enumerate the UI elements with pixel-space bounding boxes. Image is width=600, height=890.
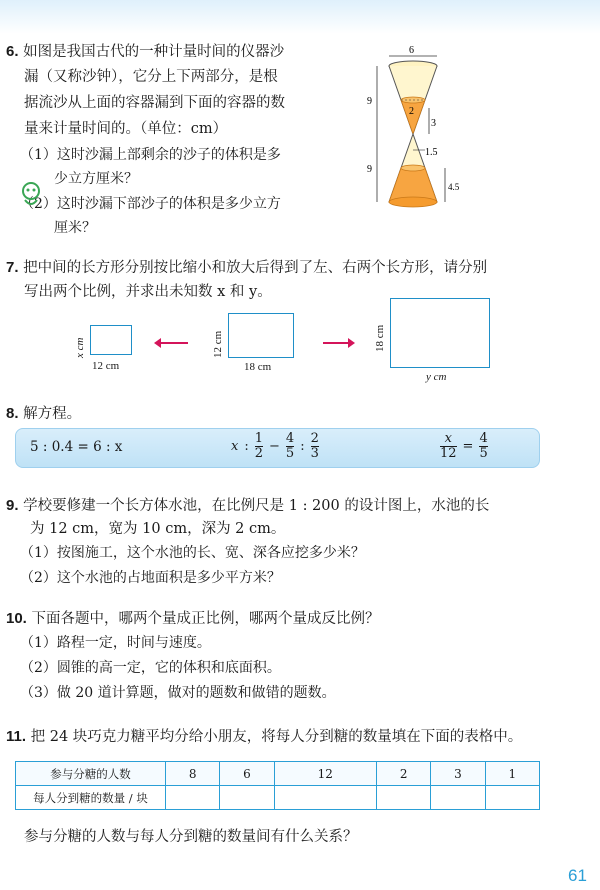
page-number: 61 — [568, 866, 587, 885]
q6-sub2-b: 厘米？ — [54, 220, 96, 236]
table-row-header: 每人分到糖的数量 / 块 — [16, 786, 166, 810]
table-cell-empty[interactable] — [274, 786, 376, 810]
eq2-minus: − — [269, 438, 280, 454]
q7-text-2: 写出两个比例，并求出未知数 x 和 y。 — [24, 284, 272, 300]
table-row-header: 参与分糖的人数 — [16, 762, 166, 786]
equation-3 — [440, 432, 488, 460]
rect-middle-width: 18 cm — [244, 361, 272, 373]
rect-right — [390, 298, 490, 368]
table-cell: 6 — [220, 762, 274, 786]
top-band — [0, 0, 600, 34]
q6-text-2: 漏（又称沙钟），它分上下两部分，是根 — [24, 69, 278, 85]
hourglass-label-lower-r: 1.5 — [425, 147, 438, 158]
arrow-left-icon — [160, 342, 188, 344]
rect-left-height: x cm — [74, 337, 86, 358]
q6-text-4: 量来计量时间的。（单位：cm） — [24, 121, 228, 137]
table-cell-empty[interactable] — [485, 786, 539, 810]
table-row — [16, 762, 540, 786]
q10-sub1: （1）路程一定，时间与速度。 — [20, 635, 211, 651]
table-cell-empty[interactable] — [376, 786, 430, 810]
eq2-frac-1: $\frac{1}{2}$ — [254, 431, 264, 461]
q6-sub1-b: 少立方厘米？ — [54, 171, 138, 187]
q11-number: 11. — [6, 728, 27, 745]
hourglass-label-top: 6 — [409, 45, 414, 56]
eq2-frac-2: $\frac{4}{5}$ — [285, 431, 295, 461]
q7-line-1 — [6, 256, 487, 280]
q11-line — [6, 725, 522, 749]
q9-text-1: 学校要修建一个长方体水池，在比例尺是 1 : 200 的设计图上，水池的长 — [23, 498, 490, 514]
q8-number: 8. — [6, 405, 19, 422]
equation-2 — [231, 432, 319, 460]
q10-number: 10. — [6, 610, 27, 627]
q6-text-3: 据流沙从上面的容器漏到下面的容器的数 — [24, 95, 285, 111]
q9-line-1 — [6, 494, 489, 518]
eq2-colon: : — [244, 438, 249, 454]
equation-1: 5 : 0.4 = 6 : x — [30, 439, 123, 455]
q6-line-1 — [6, 40, 284, 64]
q6-sub2-a: （2）这时沙漏下部沙子的体积是多少立方 — [20, 196, 281, 212]
q9-number: 9. — [6, 497, 19, 514]
hourglass-label-lower-h: 9 — [367, 164, 372, 175]
q10-title: 下面各题中，哪两个量成正比例，哪两个量成反比例？ — [31, 611, 380, 627]
mascot-icon — [18, 180, 44, 210]
q11-title: 把 24 块巧克力糖平均分给小朋友，将每人分到糖的数量填在下面的表格中。 — [30, 729, 523, 745]
table-cell: 3 — [431, 762, 485, 786]
rect-left — [90, 325, 132, 355]
eq2-colon-2: : — [300, 438, 305, 454]
q7-text-1: 把中间的长方形分别按比缩小和放大后得到了左、右两个长方形，请分别 — [23, 260, 488, 276]
hourglass-label-sand-h: 4.5 — [448, 182, 460, 192]
table-cell-empty[interactable] — [166, 786, 220, 810]
q10-line — [6, 607, 379, 631]
q9-sub2: （2）这个水池的占地面积是多少平方米？ — [20, 570, 281, 586]
hourglass-label-upper-h: 9 — [367, 96, 372, 107]
eq3-frac-right: $\frac{4}{5}$ — [479, 431, 488, 461]
q8-title: 解方程。 — [23, 406, 82, 422]
table-cell-empty[interactable] — [431, 786, 485, 810]
equation-bar — [15, 428, 540, 468]
q9-sub1: （1）按图施工，这个水池的长、宽、深各应挖多少米？ — [20, 545, 365, 561]
table-cell: 8 — [166, 762, 220, 786]
table-row — [16, 786, 540, 810]
rect-middle — [228, 313, 294, 358]
table-cell: 12 — [274, 762, 376, 786]
q6-sub1-a: （1）这时沙漏上部剩余的沙子的体积是多 — [20, 147, 281, 163]
arrow-right-icon — [323, 342, 349, 344]
q10-sub2: （2）圆锥的高一定，它的体积和底面积。 — [20, 660, 281, 676]
hourglass-label-neck: 3 — [431, 118, 436, 129]
q8-line — [6, 402, 81, 426]
rect-left-width: 12 cm — [92, 360, 120, 372]
rect-middle-height: 12 cm — [212, 330, 224, 358]
eq3-equals: = — [462, 438, 474, 454]
table-cell: 1 — [485, 762, 539, 786]
q7-number: 7. — [6, 259, 19, 276]
eq2-x: x — [231, 438, 239, 454]
table-cell-empty[interactable] — [220, 786, 274, 810]
eq3-frac-left: $\frac{x}{12}$ — [440, 431, 457, 461]
table-cell: 2 — [376, 762, 430, 786]
q6-text-1: 如图是我国古代的一种计量时间的仪器沙 — [23, 44, 285, 60]
hourglass-diagram — [365, 42, 460, 222]
q10-sub3: （3）做 20 道计算题，做对的题数和做错的题数。 — [20, 685, 336, 701]
hourglass-label-mid: 2 — [409, 106, 414, 117]
rect-right-height: 18 cm — [374, 324, 386, 352]
eq2-frac-3: $\frac{2}{3}$ — [310, 431, 319, 461]
candy-table — [15, 761, 540, 810]
q6-number: 6. — [6, 43, 19, 60]
rect-right-width: y cm — [426, 371, 447, 383]
q9-text-2: 为 12 cm，宽为 10 cm，深为 2 cm。 — [30, 521, 286, 537]
q11-question: 参与分糖的人数与每人分到糖的数量间有什么关系？ — [24, 829, 358, 845]
